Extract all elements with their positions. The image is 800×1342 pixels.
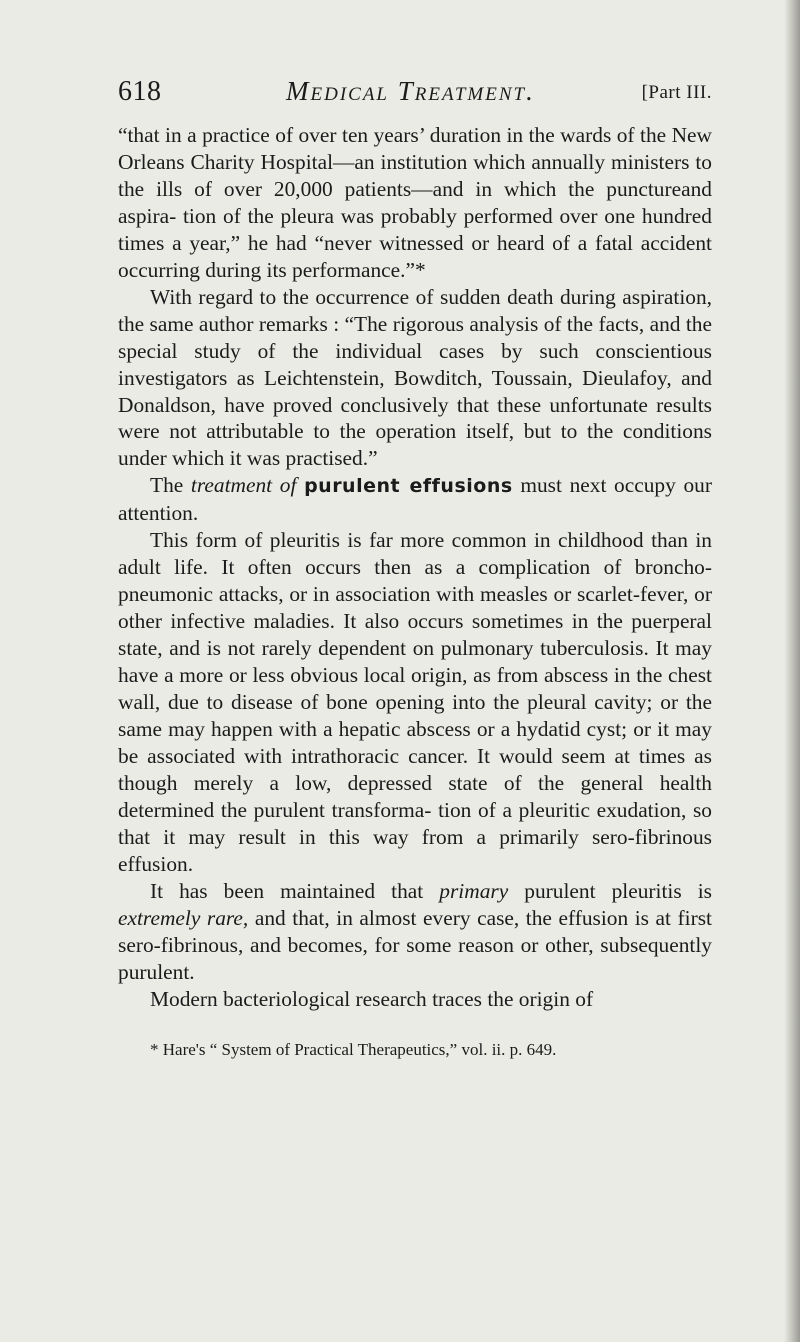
page-number: 618: [118, 76, 162, 107]
p3-bold: purulent effusions: [304, 475, 513, 498]
paragraph-primary-purulent: [118, 878, 712, 986]
paragraph-bacteriological: Modern bacteriological research traces the origin of: [150, 986, 594, 1011]
page-edge-shadow: [784, 0, 800, 1342]
p5-text-3: and that, in almost every case, the effusion is at first sero-fibrinous, and becomes, for some reason or other, subsequently purulent.: [118, 905, 712, 984]
paragraph-pleuritis-forms: This form of pleuritis is far more common in childhood than in adult life. It often occurs then as a complication of broncho-pneumonic attacks, or in association with measles or scarlet-fever, or other infective maladies. It also occurs sometimes in the puerperal state, and is not rarely dependent on pulmonary tuberculosis. It may have a more or less obvious local origin, as from abscess in the chest wall, due to disease of bone opening into the pleural cavity; or the same may happen with a hepatic abscess or a hydatid cyst; or it may be associated with intrathoracic cancer. It would seem at times as though merely a low, depressed state of the general health determined the purulent transforma- tion of a pleuritic exudation, so that it may result in this way from a primarily sero-fibrinous effusion.: [118, 528, 712, 876]
p5-text-1: It has been maintained that: [150, 878, 440, 903]
part-label: [Part III.: [641, 82, 712, 103]
running-title: Medical Treatment.: [286, 76, 535, 106]
paragraph-sudden-death: With regard to the occurrence of sudden death during aspiration, the same author remarks : “The rigorous analysis of the facts, and the special study of the individual cases by such conscientious investigators as Leichtenstein, Bowditch, Toussain, Dieulafoy, and Donaldson, have proved conclusively that these unfortunate results were not attributable to the operation itself, but to the conditions under which it was practised.”: [118, 284, 712, 471]
p3-italic: treatment of: [190, 473, 297, 498]
p3-text-after: must next occupy our attention.: [118, 473, 712, 526]
p3-text-before: The: [150, 473, 191, 498]
footnote: * Hare's “ System of Practical Therapeutics,” vol. ii. p. 649.: [150, 1040, 557, 1059]
p5-italic-primary: primary: [439, 878, 509, 903]
p5-text-2: purulent pleuritis is: [508, 878, 712, 903]
running-header: [118, 76, 712, 112]
body-text: [118, 122, 712, 1012]
paragraph-purulent-effusions: [118, 472, 712, 527]
p5-italic-extremely-rare: extremely rare,: [118, 905, 249, 930]
paragraph-quote: “that in a practice of over ten years’ duration in the wards of the New Orleans Charity Hospital—an institution which annually ministers to the ills of over 20,000 patients—and in which the punctureand aspira- tion of the pleura was probably performed over one hundred times a year,” he had “never witnessed or heard of a fatal accident occurring during its performance.”*: [118, 123, 712, 282]
